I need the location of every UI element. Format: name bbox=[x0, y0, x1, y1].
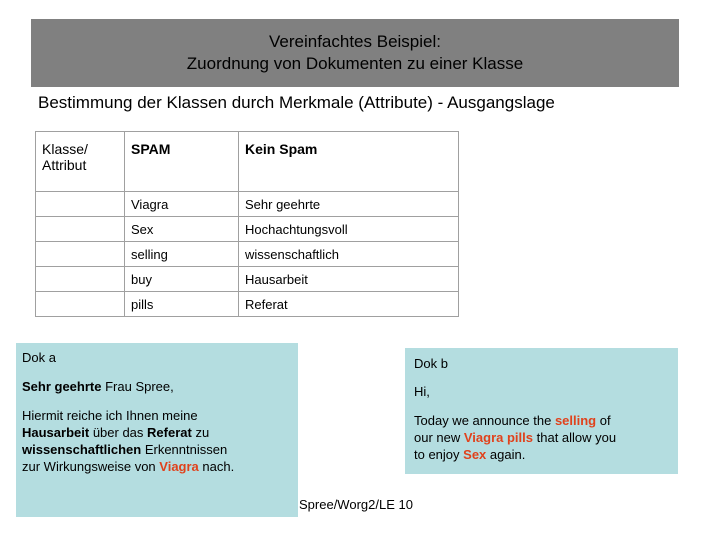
document-b-keyword-viagra-pills: Viagra pills bbox=[463, 430, 534, 445]
document-a-text: Erkenntnissen bbox=[141, 442, 228, 457]
document-a-text: zur Wirkungsweise von bbox=[22, 459, 160, 474]
document-b-text: of bbox=[596, 413, 611, 428]
header-spam: SPAM bbox=[125, 132, 239, 192]
document-a-body bbox=[22, 407, 294, 475]
table-row bbox=[36, 267, 459, 292]
table-cell-empty bbox=[36, 242, 125, 267]
document-a-box bbox=[16, 343, 298, 517]
document-a-text: über das bbox=[89, 425, 148, 440]
attribute-table bbox=[35, 131, 459, 317]
header-class-attribute bbox=[36, 132, 125, 192]
document-b-text: to enjoy bbox=[414, 447, 464, 462]
document-a-greeting-rest: Frau Spree, bbox=[101, 379, 174, 394]
document-b-keyword-sex: Sex bbox=[463, 447, 487, 462]
document-a-text: zu bbox=[191, 425, 210, 440]
table-cell-spam: pills bbox=[125, 292, 239, 317]
document-a-keyword-viagra: Viagra bbox=[159, 459, 199, 474]
document-a-greeting-bold: Sehr geehrte bbox=[22, 379, 102, 394]
document-a-keyword-referat: Referat bbox=[147, 425, 192, 440]
table-row bbox=[36, 192, 459, 217]
table-cell-empty bbox=[36, 267, 125, 292]
document-a-text: Hiermit reiche ich Ihnen meine bbox=[22, 408, 198, 423]
table-cell-spam: Viagra bbox=[125, 192, 239, 217]
header-kein-spam: Kein Spam bbox=[239, 132, 459, 192]
slide-title-line-1: Vereinfachtes Beispiel: bbox=[269, 32, 441, 51]
table-cell-kein-spam: Sehr geehrte bbox=[239, 192, 459, 217]
table-row bbox=[36, 242, 459, 267]
table-cell-empty bbox=[36, 292, 125, 317]
document-b-text: Today we announce the bbox=[414, 413, 555, 428]
table-cell-kein-spam: Referat bbox=[239, 292, 459, 317]
table-cell-spam: buy bbox=[125, 267, 239, 292]
document-b-text: again. bbox=[486, 447, 526, 462]
document-b-greeting: Hi, bbox=[414, 384, 430, 399]
slide-subtitle: Bestimmung der Klassen durch Merkmale (Attribute) - Ausgangslage bbox=[38, 93, 555, 112]
table-cell-spam: selling bbox=[125, 242, 239, 267]
document-b-text: that allow you bbox=[533, 430, 617, 445]
table-cell-kein-spam: Hausarbeit bbox=[239, 267, 459, 292]
slide-title-bar bbox=[31, 19, 679, 87]
slide-title-line-2: Zuordnung von Dokumenten zu einer Klasse bbox=[186, 54, 524, 73]
table-row bbox=[36, 292, 459, 317]
header-class-label: Klasse/ bbox=[42, 141, 88, 157]
table-cell-kein-spam: Hochachtungsvoll bbox=[239, 217, 459, 242]
header-attribute-label: Attribut bbox=[42, 157, 87, 173]
document-b-box bbox=[405, 348, 678, 474]
document-a-greeting bbox=[22, 378, 294, 395]
document-b-text: our new bbox=[414, 430, 464, 445]
table-cell-empty bbox=[36, 192, 125, 217]
table-cell-spam: Sex bbox=[125, 217, 239, 242]
document-a-keyword-hausarbeit: Hausarbeit bbox=[22, 425, 90, 440]
table-cell-empty bbox=[36, 217, 125, 242]
table-header-row bbox=[36, 132, 459, 192]
document-a-label: Dok a bbox=[22, 350, 56, 365]
table-cell-kein-spam: wissenschaftlich bbox=[239, 242, 459, 267]
document-b-keyword-selling: selling bbox=[554, 413, 597, 428]
slide-footer: Spree/Worg2/LE 10 bbox=[299, 497, 413, 512]
document-a-text: nach. bbox=[198, 459, 235, 474]
table-row bbox=[36, 217, 459, 242]
document-a-keyword-wissenschaftlichen: wissenschaftlichen bbox=[22, 442, 142, 457]
document-b-body bbox=[414, 412, 674, 463]
document-b-label: Dok b bbox=[414, 356, 448, 371]
